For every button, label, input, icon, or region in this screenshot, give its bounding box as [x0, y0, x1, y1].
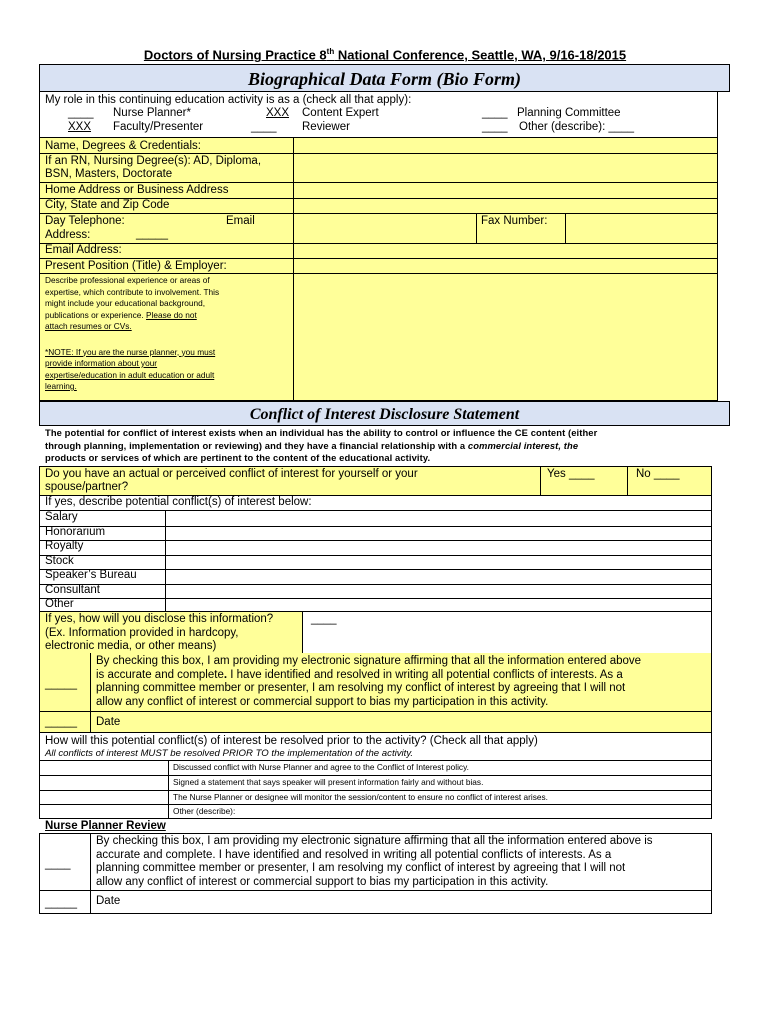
review-sig-line-4: allow any conflict of interest or commercial support to bias my participation in this activity.	[96, 875, 549, 888]
planning-committee-mark[interactable]: ____	[482, 107, 508, 119]
describe-line-4b: Please do not	[146, 309, 197, 320]
coi-type-label: Stock	[45, 554, 74, 567]
disclose-blank[interactable]: ____	[311, 613, 337, 625]
review-signature-text	[96, 835, 708, 889]
conference-title-main: Doctors of Nursing Practice 8	[143, 47, 327, 63]
position-label: Present Position (Title) & Employer:	[45, 260, 227, 272]
planning-committee-option: Planning Committee	[517, 107, 621, 119]
city-field[interactable]	[294, 199, 717, 213]
role-section	[39, 92, 718, 138]
note-line-3: expertise/education in adult education or adult	[45, 369, 215, 380]
coi-type-field[interactable]	[166, 526, 711, 540]
rn-degree-label-1: If an RN, Nursing Degree(s): AD, Diploma,	[45, 155, 262, 167]
conference-title-sup: th	[326, 47, 335, 56]
coi-type-label: Salary	[45, 511, 78, 523]
rn-degree-field[interactable]	[294, 154, 717, 182]
review-sig-line-3: planning committee member or presenter, I am resolving my conflict of interest by agreeing that I will not	[96, 862, 626, 874]
note-line-2: provide information about your	[45, 358, 158, 368]
nurse-planner-option: Nurse Planner*	[113, 107, 191, 119]
coi-type-label: Speaker’s Bureau	[45, 569, 137, 581]
describe-line-2: expertise, which contribute to involvement. This	[45, 286, 220, 297]
coi-type-field[interactable]	[166, 540, 711, 554]
coi-type-field[interactable]	[166, 569, 711, 583]
describe-line-4	[45, 310, 291, 322]
coi-no[interactable]: No ____	[636, 468, 680, 480]
name-label: Name, Degrees & Credentials:	[45, 140, 201, 152]
coi-date-blank[interactable]: _____	[45, 716, 77, 728]
faculty-option: Faculty/Presenter	[113, 121, 204, 133]
address-label: Address:	[45, 229, 91, 241]
disclose-line-1: If yes, how will you disclose this information?	[45, 613, 274, 625]
email-address-field[interactable]	[294, 244, 717, 258]
coi-signature-checkbox[interactable]: _____	[45, 678, 77, 690]
reviewer-option: Reviewer	[302, 121, 350, 133]
coi-question-2: spouse/partner?	[45, 481, 129, 493]
note-line-1: *NOTE: If you are the nurse planner, you must	[45, 346, 216, 357]
resolve-option-label: Signed a statement that says speaker will present information fairly and without bias.	[173, 776, 484, 787]
review-signature-checkbox[interactable]: ____	[45, 858, 71, 870]
coi-intro-line-2	[45, 440, 725, 453]
coi-type-field[interactable]	[166, 598, 711, 612]
coi-sig-line-1: By checking this box, I am providing my electronic signature affirming that all the information entered above	[96, 655, 642, 667]
content-expert-option: Content Expert	[302, 107, 379, 119]
coi-intro-line-2a: through planning, implementation or reviewing) and they have a financial relationship with a	[45, 439, 468, 451]
coi-heading: Conflict of Interest Disclosure Statement	[249, 406, 520, 423]
review-date-label: Date	[96, 895, 121, 907]
coi-date-row	[39, 711, 712, 733]
experience-instructions	[45, 275, 291, 393]
coi-heading-bar	[39, 401, 730, 426]
coi-type-field[interactable]	[166, 511, 711, 525]
describe-line-4a: publications or experience.	[45, 309, 144, 320]
position-field[interactable]	[294, 259, 717, 273]
resolve-option-label: Discussed conflict with Nurse Planner and agree to the Conflict of Interest policy.	[173, 762, 469, 772]
coi-sig-line-2a: is accurate and complete	[96, 668, 224, 681]
review-sig-line-1: By checking this box, I am providing my electronic signature affirming that all the information entered above is	[96, 835, 653, 847]
describe-line-5: attach resumes or CVs.	[45, 321, 132, 331]
faculty-mark[interactable]: XXX	[68, 121, 92, 133]
conference-title-rest: National Conference, Seattle, WA, 9/16-18/2015	[334, 47, 627, 63]
review-heading: Nurse Planner Review	[45, 820, 166, 832]
form-title-bar	[39, 64, 730, 92]
note-line-4: learning.	[45, 381, 77, 391]
coi-sig-line-3: planning committee member or presenter, I am resolving my conflict of interest by agreeing that I will not	[96, 682, 626, 694]
coi-describe-label: If yes, describe potential conflict(s) of interest below:	[45, 496, 312, 508]
other-option: Other (describe): ____	[519, 121, 635, 133]
coi-date-label: Date	[96, 716, 121, 728]
conference-title	[0, 47, 770, 62]
home-address-field[interactable]	[294, 183, 717, 198]
coi-intro-line-1: The potential for conflict of interest exists when an individual has the ability to control or influence the CE content (either	[45, 427, 598, 438]
disclose-line-2: (Ex. Information provided in hardcopy,	[45, 627, 239, 639]
other-mark[interactable]: ____	[482, 121, 508, 133]
review-date-row	[39, 890, 712, 914]
form-title: Biographical Data Form (Bio Form)	[247, 69, 522, 89]
coi-sig-line-2c: I have identified and resolved in writing all potential conflicts of interests. As a	[227, 668, 623, 681]
content-expert-mark[interactable]: XXX	[266, 107, 290, 119]
resolve-option-label: The Nurse Planner or designee will monitor the session/content to ensure no conflict of interest arises.	[173, 791, 548, 802]
resolve-option-label: Other (describe):	[173, 806, 236, 817]
experience-field[interactable]	[294, 274, 717, 400]
resolve-option-checkbox[interactable]	[40, 791, 167, 804]
coi-sig-line-2b: .	[223, 668, 228, 681]
day-telephone-label: Day Telephone:	[45, 215, 125, 227]
coi-intro	[45, 427, 725, 465]
telephone-field[interactable]	[294, 214, 476, 243]
describe-line-3: might include your educational background,	[45, 298, 206, 308]
address-blank[interactable]: _____	[136, 228, 168, 240]
rn-degree-label-2: BSN, Masters, Doctorate	[45, 168, 173, 180]
name-field[interactable]	[294, 139, 717, 153]
review-date-blank[interactable]: _____	[45, 897, 77, 909]
nurse-planner-mark[interactable]: ____	[68, 107, 94, 119]
resolve-note: All conflicts of interest MUST be resolved PRIOR TO the implementation of the activity.	[45, 748, 414, 759]
resolve-option-checkbox[interactable]	[40, 776, 167, 789]
resolve-option-checkbox[interactable]	[40, 805, 167, 818]
city-label: City, State and Zip Code	[45, 199, 170, 211]
resolve-question: How will this potential conflict(s) of interest be resolved prior to the activity? (Check all that apply)	[45, 735, 538, 747]
email-address-label: Email Address:	[45, 244, 122, 256]
email-label: Email	[226, 215, 255, 227]
coi-type-label: Honorarium	[45, 525, 106, 538]
fax-field[interactable]	[566, 214, 717, 243]
role-prompt: My role in this continuing education activity is as a (check all that apply):	[45, 94, 412, 106]
review-sig-line-2: accurate and complete. I have identified and resolved in writing all potential conflicts of interests. As a	[96, 848, 612, 861]
coi-question-1: Do you have an actual or perceived conflict of interest for yourself or your	[45, 468, 418, 480]
fax-label: Fax Number:	[481, 215, 548, 227]
coi-type-field[interactable]	[166, 584, 711, 598]
describe-line-1: Describe professional experience or areas of	[45, 275, 210, 285]
reviewer-mark[interactable]: ____	[251, 121, 277, 133]
disclose-line-3: electronic media, or other means)	[45, 640, 217, 652]
coi-type-label: Consultant	[45, 583, 100, 596]
resolve-option-checkbox[interactable]	[40, 761, 167, 774]
coi-type-label: Other	[45, 598, 74, 610]
coi-signature-text	[96, 655, 708, 709]
coi-yes[interactable]: Yes ____	[547, 468, 595, 480]
coi-sig-line-2	[96, 669, 708, 683]
home-address-label: Home Address or Business Address	[45, 184, 229, 196]
coi-intro-line-3: products or services of which are pertinent to the content of the educational activity.	[45, 452, 431, 463]
coi-type-label: Royalty	[45, 540, 84, 552]
coi-sig-line-4: allow any conflict of interest or commercial support to bias my participation in this activity.	[96, 695, 549, 708]
coi-type-field[interactable]	[166, 555, 711, 569]
coi-intro-line-2b: commercial interest, the	[467, 439, 579, 451]
